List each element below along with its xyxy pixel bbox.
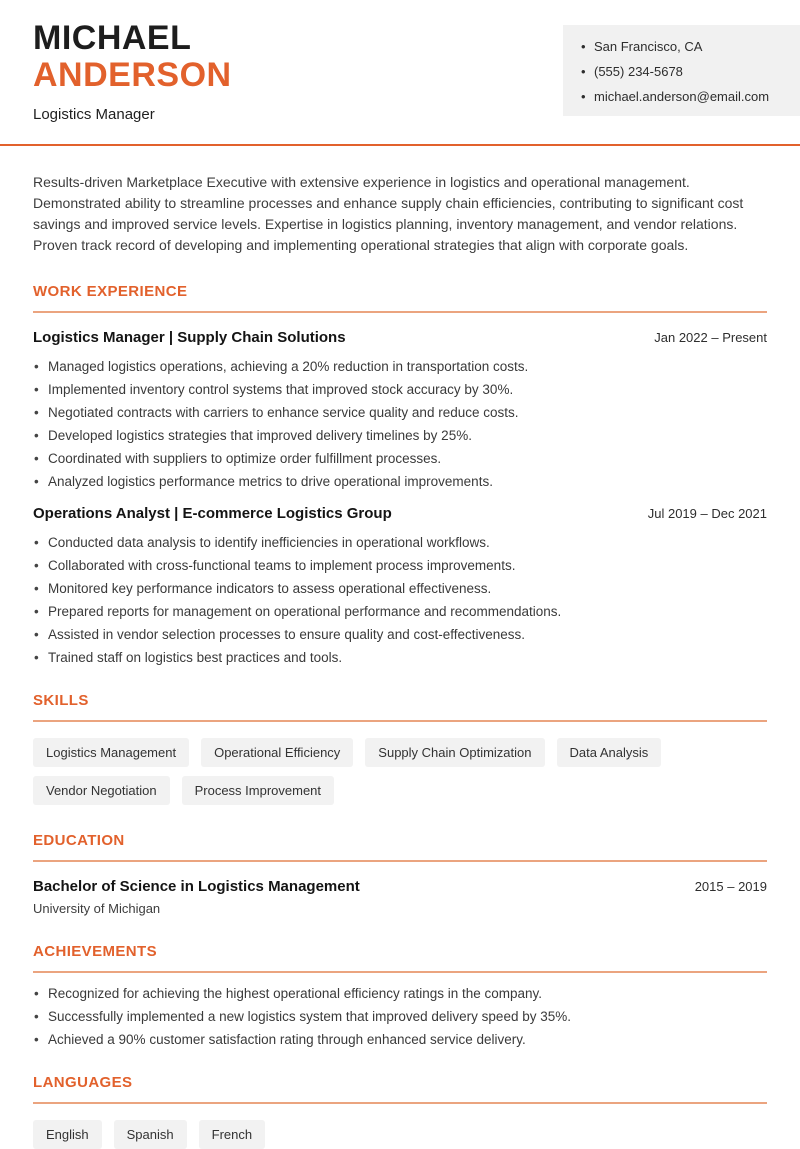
language-tag: English [33, 1120, 102, 1149]
skill-tag: Operational Efficiency [201, 738, 353, 767]
section-divider [33, 720, 767, 722]
experience-bullet: • Prepared reports for management on operational performance and recommendations. [33, 604, 767, 619]
section-languages [33, 1074, 767, 1149]
achievement-bullet: • Successfully implemented a new logistics system that improved delivery speed by 35%. [33, 1009, 767, 1024]
contact-item: • San Francisco, CA [581, 39, 784, 54]
experience-entry-head [33, 505, 767, 522]
contact-card [563, 25, 800, 116]
experience-bullet-list [33, 359, 767, 489]
section-divider [33, 860, 767, 862]
experience-bullet: • Developed logistics strategies that improved delivery timelines by 25%. [33, 428, 767, 443]
experience-bullet: • Analyzed logistics performance metrics to drive operational improvements. [33, 474, 767, 489]
identity-block [33, 0, 232, 123]
skill-tag: Supply Chain Optimization [365, 738, 544, 767]
experience-bullet-list [33, 535, 767, 665]
skill-tag: Process Improvement [182, 776, 334, 805]
skill-tag: Data Analysis [557, 738, 662, 767]
skill-tag-list [33, 738, 767, 805]
section-education [33, 832, 767, 916]
section-title: ACHIEVEMENTS [33, 943, 157, 960]
contact-item: • michael.anderson@email.com [581, 89, 784, 104]
section-skills [33, 692, 767, 805]
section-divider [33, 971, 767, 973]
summary-paragraph: Results-driven Marketplace Executive with extensive experience in logistics and operational management. Demonstrated ability to streamline processes and enhance supply chain efficiencies, contributing to significant cost savings and improved service levels. Expertise in logistics planning, inventory management, and vendor relations. Proven track record of developing and implementing operational strategies that align with corporate goals. [33, 174, 744, 253]
education-dates: 2015 – 2019 [694, 879, 767, 894]
experience-bullet: • Conducted data analysis to identify inefficiencies in operational workflows. [33, 535, 767, 550]
language-tag-list [33, 1120, 767, 1149]
school-name: University of Michigan [33, 901, 161, 916]
section-achievements [33, 943, 767, 1047]
last-name: ANDERSON [33, 56, 232, 94]
experience-entry [33, 505, 767, 665]
skill-tag: Vendor Negotiation [33, 776, 170, 805]
experience-bullet: • Collaborated with cross-functional teams to implement process improvements. [33, 558, 767, 573]
job-title: Logistics Manager [33, 106, 155, 123]
section-title: EDUCATION [33, 832, 125, 849]
experience-bullet: • Negotiated contracts with carriers to enhance service quality and reduce costs. [33, 405, 767, 420]
section-title: SKILLS [33, 692, 89, 709]
section-work-experience [33, 283, 767, 665]
experience-bullet: • Coordinated with suppliers to optimize order fulfillment processes. [33, 451, 767, 466]
contact-item: • (555) 234-5678 [581, 64, 784, 79]
experience-bullet: • Implemented inventory control systems that improved stock accuracy by 30%. [33, 382, 767, 397]
education-entry [33, 878, 767, 916]
achievement-bullet: • Recognized for achieving the highest operational efficiency ratings in the company. [33, 986, 767, 1001]
experience-dates: Jul 2019 – Dec 2021 [647, 506, 767, 521]
experience-entry-head [33, 329, 767, 346]
experience-bullet: • Monitored key performance indicators to assess operational effectiveness. [33, 581, 767, 596]
experience-title: Operations Analyst | E-commerce Logistics Group [33, 505, 392, 522]
section-divider [33, 311, 767, 313]
experience-dates: Jan 2022 – Present [654, 330, 767, 345]
experience-entry [33, 329, 767, 489]
experience-title: Logistics Manager | Supply Chain Solutions [33, 329, 346, 346]
achievement-bullet: • Achieved a 90% customer satisfaction rating through enhanced service delivery. [33, 1032, 767, 1047]
first-name: MICHAEL [33, 19, 192, 57]
header [0, 0, 800, 123]
contact-list [581, 39, 784, 104]
skill-tag: Logistics Management [33, 738, 189, 767]
degree-title: Bachelor of Science in Logistics Management [33, 878, 360, 895]
education-entry-head [33, 878, 767, 895]
language-tag: French [199, 1120, 265, 1149]
language-tag: Spanish [114, 1120, 187, 1149]
section-title: WORK EXPERIENCE [33, 283, 188, 300]
experience-bullet: • Trained staff on logistics best practices and tools. [33, 650, 767, 665]
section-title: LANGUAGES [33, 1074, 133, 1091]
section-divider [33, 1102, 767, 1104]
candidate-name [33, 20, 232, 94]
header-divider [0, 144, 800, 146]
resume-content [0, 172, 800, 1149]
achievement-bullet-list [33, 986, 767, 1047]
experience-bullet: • Managed logistics operations, achieving a 20% reduction in transportation costs. [33, 359, 767, 374]
experience-bullet: • Assisted in vendor selection processes to ensure quality and cost-effectiveness. [33, 627, 767, 642]
